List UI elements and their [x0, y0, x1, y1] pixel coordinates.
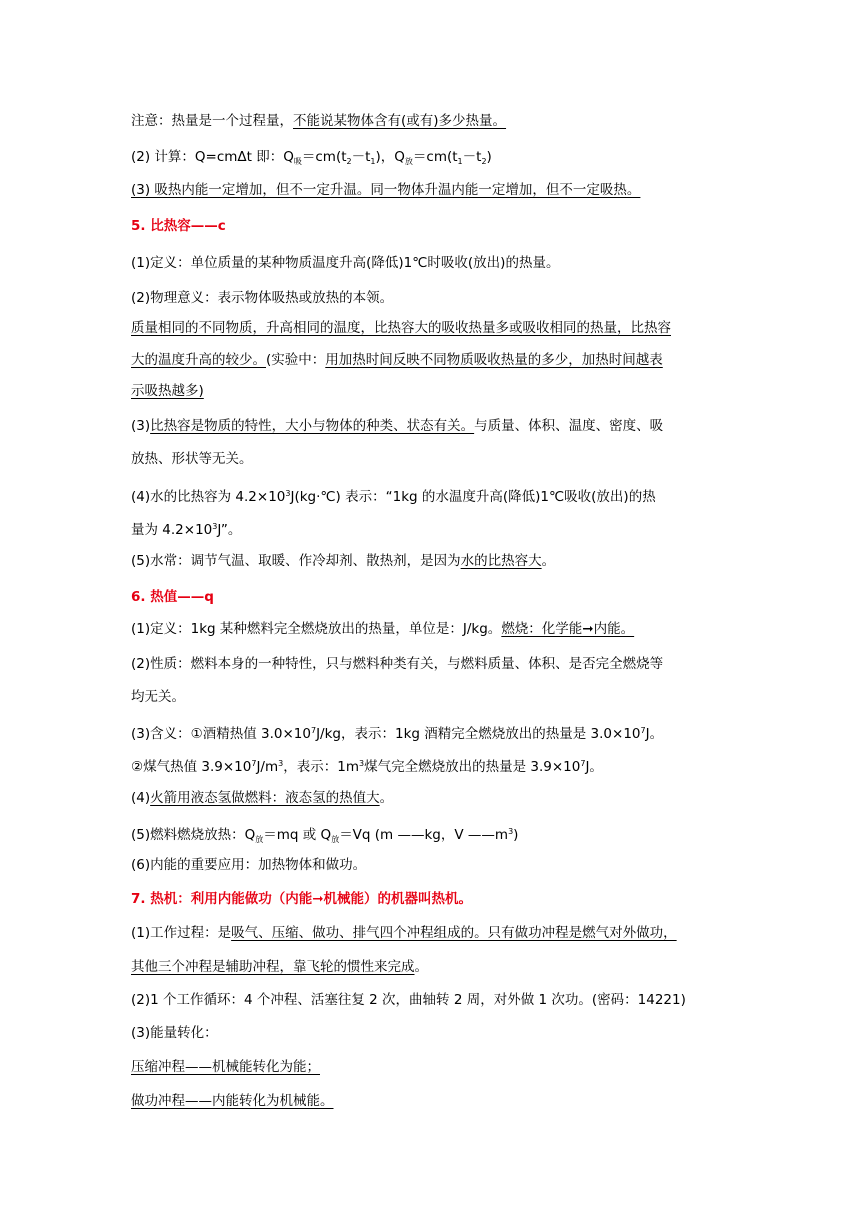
text: J(kg·℃) 表示：“1kg 的水温度升高(降低)1℃吸收(放出)的热: [290, 489, 656, 505]
paragraph-line: (6)内能的重要应用：加热物体和做功。: [131, 857, 367, 873]
text: 与质量、体积、温度、密度、吸: [474, 418, 664, 434]
paragraph-line: [131, 788, 393, 808]
subscript: 吸: [293, 157, 302, 166]
underlined-text: 燃烧：化学能➞内能。: [501, 621, 635, 637]
superscript: 7: [251, 759, 257, 768]
paragraph-line: [131, 1057, 320, 1077]
underlined-text: 水的比热容大: [460, 553, 542, 569]
formula-line: [131, 147, 492, 172]
paragraph-line: (2)1 个工作循环：4 个冲程、活塞往复 2 次，曲轴转 2 周，对外做 1 次功。(密码：14221): [131, 992, 686, 1008]
text: 。: [379, 790, 394, 806]
underlined-text: 其他三个冲程是辅助冲程，靠飞轮的惯性来完成: [131, 959, 415, 975]
subscript: 2: [481, 157, 487, 166]
text: 。: [541, 553, 556, 569]
text: ＝mq 或 Q: [263, 827, 332, 843]
paragraph-line: 均无关。: [131, 689, 185, 705]
paragraph-line: [131, 1091, 334, 1111]
text: (4): [131, 790, 151, 806]
underlined-text: (3) 吸热内能一定增加，但不一定升温。同一物体升温内能一定增加，但不一定吸热。: [131, 182, 641, 198]
superscript: 3: [285, 489, 291, 498]
paragraph-line: [131, 957, 428, 977]
paragraph-line: (2)物理意义：表示物体吸热或放热的本领。: [131, 290, 394, 306]
subscript: 放: [331, 835, 340, 844]
subscript: 1: [370, 157, 376, 166]
paragraph-line: [131, 923, 677, 943]
text: J。: [585, 759, 603, 775]
subscript: 放: [255, 835, 264, 844]
text: (5)水常：调节气温、取暖、作冷却剂、散热剂，是因为: [131, 553, 461, 569]
note-line: [131, 111, 506, 131]
text: ): [513, 827, 519, 843]
paragraph-line: [131, 517, 241, 540]
formula-line: [131, 822, 518, 850]
text: －t: [462, 149, 482, 165]
underlined-text: 示吸热越多): [131, 383, 204, 399]
paragraph-line: [131, 416, 663, 436]
underlined-text: 大的温度升高的较少。: [131, 352, 266, 368]
text: J”。: [217, 522, 242, 538]
superscript: 3: [212, 522, 218, 531]
text: (5)燃料燃烧放热：Q: [131, 827, 256, 843]
paragraph-line: [131, 551, 555, 571]
text: J。: [645, 726, 664, 742]
text: J/m: [256, 759, 279, 775]
paragraph-line: [131, 318, 671, 338]
text: (3): [131, 418, 151, 434]
paragraph-line: (2)性质：燃料本身的一种特性，只与燃料种类有关，与燃料质量、体积、是否完全燃烧等: [131, 656, 664, 672]
paragraph-line: [131, 180, 640, 200]
text: 煤气完全燃烧放出的热量是 3.9×10: [364, 759, 581, 775]
underlined-text: 质量相同的不同物质，升高相同的温度，比热容大的吸收热量多或吸收相同的热量，比热容: [131, 320, 671, 336]
section-heading-5: 5. 比热容——c: [131, 218, 226, 234]
text: ): [486, 149, 492, 165]
paragraph-line: [131, 619, 634, 639]
underlined-text: 火箭用液态氢做燃料：液态氢的热值大: [150, 790, 380, 806]
text: (4)水的比热容为 4.2×10: [131, 489, 286, 505]
text: 量为 4.2×10: [131, 522, 213, 538]
paragraph-line: [131, 350, 663, 370]
superscript: 7: [580, 759, 586, 768]
subscript: 1: [457, 157, 463, 166]
section-heading-6: 6. 热值——q: [131, 589, 214, 605]
text: (3)含义：①酒精热值 3.0×10: [131, 726, 311, 742]
text: (1)工作过程：是: [131, 925, 232, 941]
paragraph-line: [131, 754, 603, 777]
text: ，表示：1m: [283, 759, 359, 775]
text: 注意：热量是一个过程量，: [131, 113, 293, 129]
text: (实验中：: [266, 352, 326, 368]
underlined-text: 比热容是物质的特性，大小与物体的种类、状态有关。: [150, 418, 475, 434]
paragraph-line: (1)定义：单位质量的某种物质温度升高(降低)1℃时吸收(放出)的热量。: [131, 255, 560, 271]
text: J/kg，表示：1kg 酒精完全燃烧放出的热量是 3.0×10: [316, 726, 641, 742]
subscript: 放: [404, 157, 413, 166]
underlined-text: 压缩冲程——机械能转化为能；: [131, 1059, 320, 1075]
subscript: 2: [346, 157, 352, 166]
superscript: 3: [278, 759, 284, 768]
superscript: 7: [310, 726, 317, 735]
superscript: 3: [358, 759, 365, 768]
underlined-text: 不能说某物体含有(或有)多少热量。: [293, 113, 507, 129]
text: －t: [351, 149, 371, 165]
section-heading-7: 7. 热机：利用内能做功（内能➞机械能）的机器叫热机。: [131, 891, 473, 907]
paragraph-line: [131, 381, 204, 401]
text: ＝cm(t: [412, 149, 458, 165]
text: (1)定义：1kg 某种燃料完全燃烧放出的热量，单位是：J/kg。: [131, 621, 502, 637]
underlined-text: 做功冲程——内能转化为机械能。: [131, 1093, 334, 1109]
paragraph-line: [131, 721, 663, 744]
text: ＝cm(t: [301, 149, 347, 165]
paragraph-line: [131, 484, 656, 507]
text: ＝Vq (m ——kg，V ——m: [339, 827, 509, 843]
paragraph-line: (3)能量转化：: [131, 1025, 218, 1041]
text: (2) 计算：Q=cmΔt 即：Q: [131, 149, 294, 165]
superscript: 7: [640, 726, 646, 735]
text: )，Q: [375, 149, 405, 165]
superscript: 3: [508, 827, 514, 836]
paragraph-line: 放热、形状等无关。: [131, 451, 253, 467]
underlined-text: 用加热时间反映不同物质吸收热量的多少，加热时间越表: [325, 352, 663, 368]
underlined-text: 吸气、压缩、做功、排气四个冲程组成的。只有做功冲程是燃气对外做功，: [231, 925, 677, 941]
text: 。: [414, 959, 428, 975]
text: ②煤气热值 3.9×10: [131, 759, 252, 775]
